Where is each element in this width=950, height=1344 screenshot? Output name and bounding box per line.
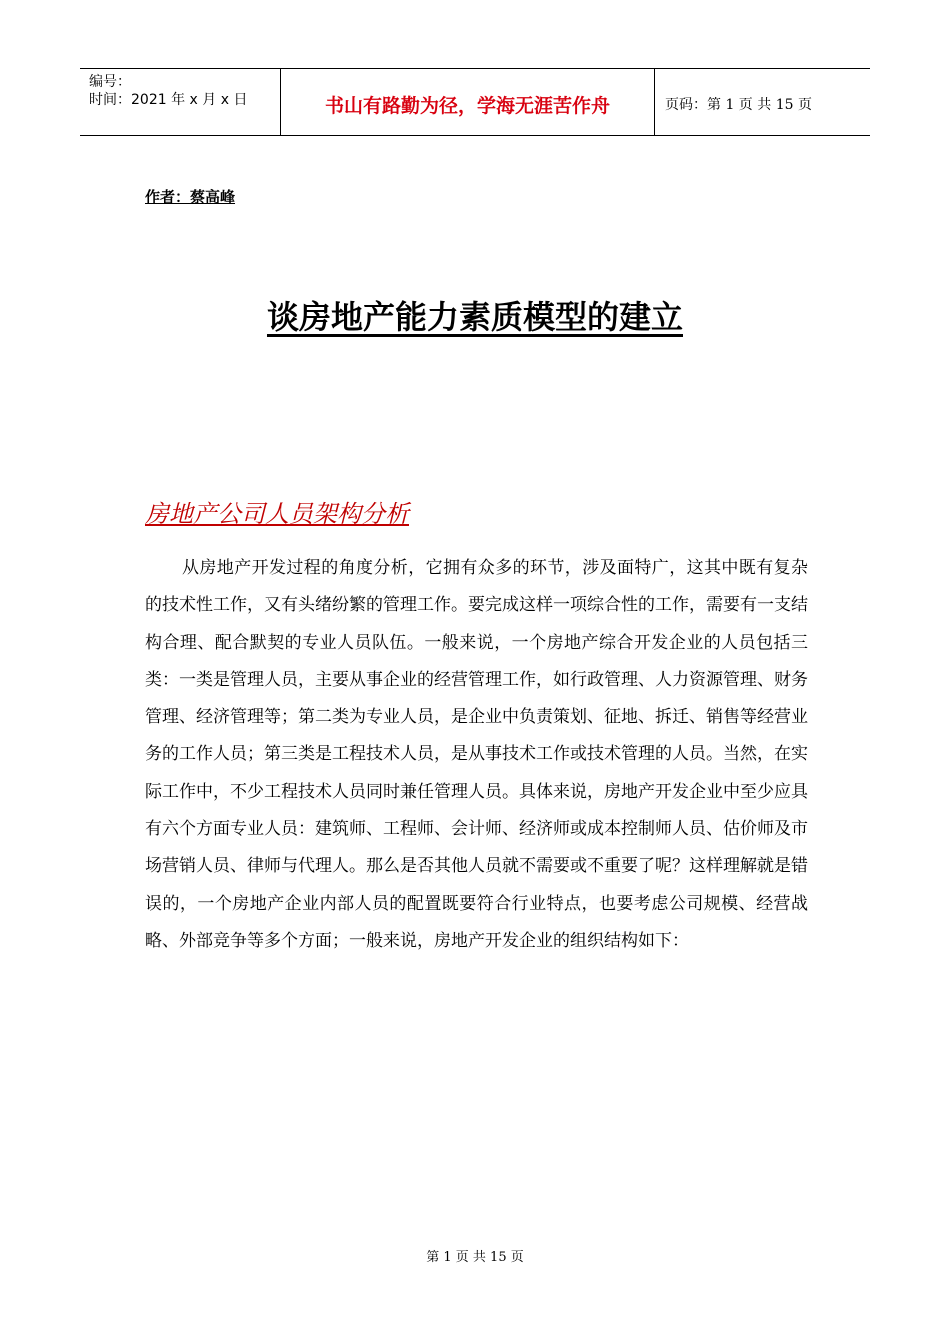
header-motto: 书山有路勤为径，学海无涯苦作舟 bbox=[281, 69, 655, 135]
number-label: 编号： bbox=[89, 74, 131, 90]
time-label: 时间：2021 年 x 月 x 日 bbox=[89, 92, 248, 108]
page-footer: 第 1 页 共 15 页 bbox=[426, 1250, 524, 1265]
author-line: 作者：蔡高峰 bbox=[145, 188, 236, 206]
section-heading: 房地产公司人员架构分析 bbox=[145, 500, 409, 528]
document-title: 谈房地产能力素质模型的建立 bbox=[266, 298, 683, 336]
header-page-info: 页码：第 1 页 共 15 页 bbox=[665, 97, 812, 113]
document-header bbox=[80, 68, 870, 136]
body-paragraph: 从房地产开发过程的角度分析，它拥有众多的环节，涉及面特广，这其中既有复杂的技术性工作，又有头绪纷繁的管理工作。要完成这样一项综合性的工作，需要有一支结构合理、配合默契的专业人员队伍。一般来说，一个房地产综合开发企业的人员包括三类：一类是管理人员，主要从事企业的经营管理工作，如行政管理、人力资源管理、财务管理、经济管理等；第二类为专业人员，是企业中负责策划、征地、拆迁、销售等经营业务的工作人员；第三类是工程技术人员，是从事技术工作或技术管理的人员。当然，在实际工作中，不少工程技术人员同时兼任管理人员。具体来说，房地产开发企业中至少应具有六个方面专业人员：建筑师、工程师、会计师、经济师或成本控制师人员、估价师及市场营销人员、律师与代理人。那么是否其他人员就不需要或不重要了呢？这样理解就是错误的，一个房地产企业内部人员的配置既要符合行业特点，也要考虑公司规模、经营战略、外部竞争等多个方面；一般来说，房地产开发企业的组织结构如下： bbox=[145, 558, 808, 951]
header-meta-cell bbox=[80, 69, 281, 135]
